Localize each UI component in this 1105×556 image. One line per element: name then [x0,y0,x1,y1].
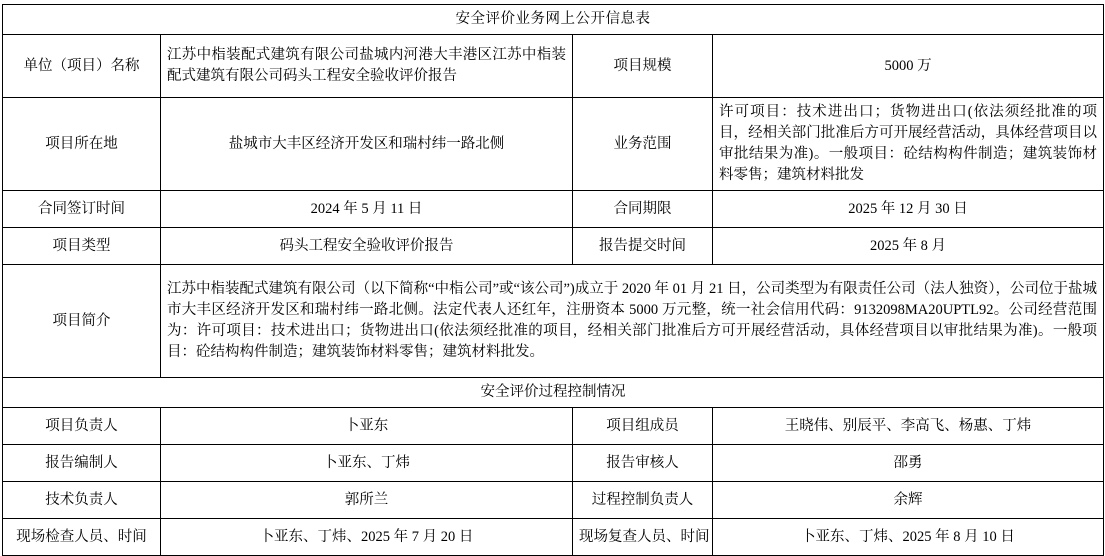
label-contract-sign-time: 合同签订时间 [3,191,161,228]
document-title: 安全评价业务网上公开信息表 [3,5,1104,35]
label-project-members: 项目组成员 [573,408,713,445]
row-contract-time [3,191,1104,228]
row-project-leader [3,408,1104,445]
value-project-type: 码头工程安全验收评价报告 [161,228,573,265]
label-tech-leader: 技术负责人 [3,482,161,519]
label-project-location: 项目所在地 [3,98,161,191]
value-unit-name: 江苏中栺装配式建筑有限公司盐城内河港大丰港区江苏中栺装配式建筑有限公司码头工程安全验收评价报告 [161,35,573,98]
table-title-row [3,5,1104,35]
value-contract-sign-time: 2024 年 5 月 11 日 [161,191,573,228]
row-tech-leader [3,482,1104,519]
value-project-leader: 卜亚东 [161,408,573,445]
value-project-location: 盐城市大丰区经济开发区和瑞村纬一路北侧 [161,98,573,191]
label-unit-name: 单位（项目）名称 [3,35,161,98]
label-business-scope: 业务范围 [573,98,713,191]
row-report-author [3,445,1104,482]
value-site-reinspectors-time: 卜亚东、丁炜、2025 年 8 月 10 日 [713,519,1104,556]
label-report-author: 报告编制人 [3,445,161,482]
value-project-scale: 5000 万 [713,35,1104,98]
value-project-intro: 江苏中栺装配式建筑有限公司（以下简称“中栺公司”或“该公司”)成立于 2020 年 01 月 21 日，公司类型为有限责任公司（法人独资），公司位于盐城市大丰区经济开发区和瑞村纬一路北侧。法定代表人还红年，注册资本 5000 万元整，统一社会信用代码：9132098MA20UPTL92。公司经营范围为：许可项目：技术进出口；货物进出口(依法须经批准的项目，经相关部门批准后方可开展经营活动，具体经营项目以审批结果为准)。一般项目：砼结构构件制造；建筑装饰材料零售；建筑材料批发。 [161,265,1104,378]
row-project-location [3,98,1104,191]
row-unit-name [3,35,1104,98]
row-section-title [3,378,1104,408]
value-report-submit-time: 2025 年 8 月 [713,228,1104,265]
row-site-inspection [3,519,1104,556]
label-process-control-leader: 过程控制负责人 [573,482,713,519]
label-contract-period: 合同期限 [573,191,713,228]
value-site-inspectors-time: 卜亚东、丁炜、2025 年 7 月 20 日 [161,519,573,556]
label-site-reinspectors-time: 现场复查人员、时间 [573,519,713,556]
row-project-type [3,228,1104,265]
section-title: 安全评价过程控制情况 [3,378,1104,408]
value-business-scope: 许可项目：技术进出口；货物进出口(依法须经批准的项目，经相关部门批准后方可开展经营活动，具体经营项目以审批结果为准)。一般项目：砼结构构件制造；建筑装饰材料零售；建筑材料批发 [713,98,1104,191]
value-report-reviewer: 邵勇 [713,445,1104,482]
row-project-intro [3,265,1104,378]
label-report-reviewer: 报告审核人 [573,445,713,482]
value-project-members: 王晓伟、别辰平、李高飞、杨惠、丁炜 [713,408,1104,445]
label-project-type: 项目类型 [3,228,161,265]
label-project-scale: 项目规模 [573,35,713,98]
label-site-inspectors-time: 现场检查人员、时间 [3,519,161,556]
value-tech-leader: 郭所兰 [161,482,573,519]
label-report-submit-time: 报告提交时间 [573,228,713,265]
public-info-table [2,4,1104,556]
label-project-leader: 项目负责人 [3,408,161,445]
value-process-control-leader: 余辉 [713,482,1104,519]
label-project-intro: 项目简介 [3,265,161,378]
value-report-author: 卜亚东、丁炜 [161,445,573,482]
value-contract-period: 2025 年 12 月 30 日 [713,191,1104,228]
